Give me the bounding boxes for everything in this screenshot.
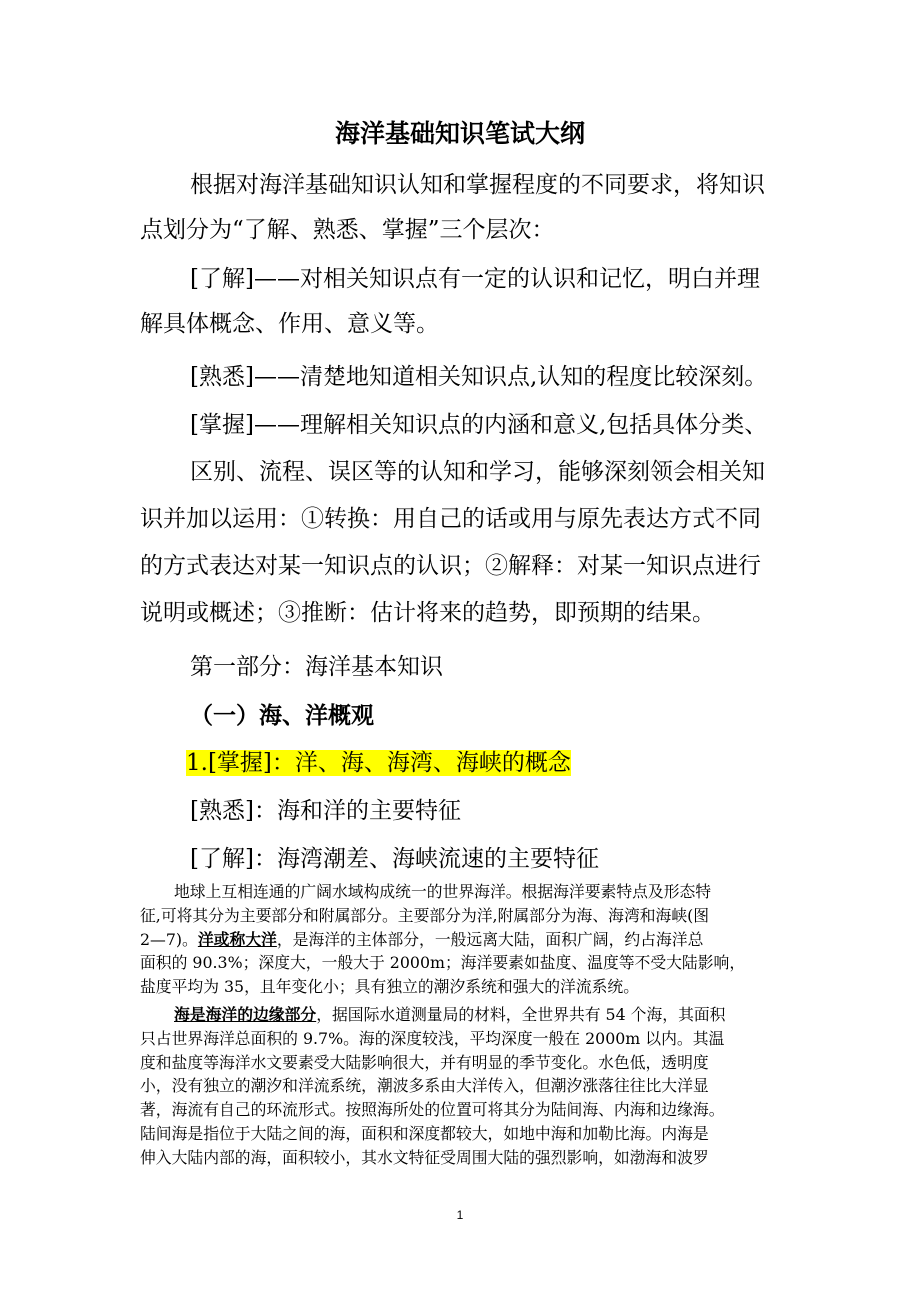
body-p1-line-2: 征,可将其分为主要部分和附属部分。主要部分为洋,附属部分为海、海湾和海峡(图 bbox=[140, 905, 710, 925]
item-3 bbox=[190, 837, 790, 882]
item-2-text: [熟悉]：海和洋的主要特征 bbox=[190, 798, 461, 824]
level-liaojie-line-1: [了解]——对相关知识点有一定的认识和记忆，明白并理 bbox=[190, 266, 760, 292]
level-zhangwo-line-5: 说明或概述；③推断：估计将来的趋势，即预期的结果。 bbox=[140, 600, 715, 626]
item-1 bbox=[186, 741, 806, 786]
page-number: 1 bbox=[456, 1208, 464, 1222]
section-heading: （一）海、洋概观 bbox=[190, 703, 374, 729]
body-paragraph-ocean bbox=[140, 880, 808, 999]
document-title: 海洋基础知识笔试大纲 bbox=[334, 119, 585, 148]
level-liaojie-paragraph bbox=[140, 257, 808, 347]
body-p2-line-7: 伸入大陆内部的海，面积较小，其水文特征受周围大陆的强烈影响，如渤海和波罗 bbox=[140, 1147, 709, 1167]
sea-term: 海是海洋的边缘部分 bbox=[174, 1005, 317, 1024]
level-zhangwo-line-3: 识并加以运用：①转换：用自己的话或用与原先表达方式不同 bbox=[140, 506, 761, 532]
body-p1-line-3-post: ，是海洋的主体部分，一般远离大陆，面积广阔，约占海洋总 bbox=[276, 929, 704, 949]
intro-line-1: 根据对海洋基础知识认知和掌握程度的不同要求，将知识 bbox=[190, 172, 765, 198]
body-p2-line-2: 只占世界海洋总面积的 9.7%。海的深度较浅，平均深度一般在 2000m 以内。其温 bbox=[140, 1028, 725, 1048]
body-paragraph-sea bbox=[140, 1003, 808, 1170]
body-p1-line-5: 盐度平均为 35，且年变化小；具有独立的潮汐系统和强大的洋流系统。 bbox=[140, 977, 640, 997]
level-shuxi-paragraph bbox=[140, 355, 808, 400]
intro-paragraph bbox=[140, 163, 808, 253]
body-p2-line-4: 小，没有独立的潮汐和洋流系统，潮波多系由大洋传入，但潮汐涨落往往比大洋显 bbox=[140, 1076, 709, 1096]
body-p2-line-1-post: ，据国际水道测量局的材料，全世界共有 54 个海，其面积 bbox=[316, 1005, 726, 1024]
level-zhangwo-line-1: [掌握]——理解相关知识点的内涵和意义,包括具体分类、 bbox=[190, 412, 768, 438]
body-p1-line-1: 地球上互相连通的广阔水域构成统一的世界海洋。根据海洋要素特点及形态特 bbox=[174, 882, 712, 901]
item-2 bbox=[190, 789, 790, 834]
level-zhangwo-line-4: 的方式表达对某一知识点的认识；②解释：对某一知识点进行 bbox=[140, 553, 761, 579]
body-p2-line-3: 度和盐度等海洋水文要素受大陆影响很大，并有明显的季节变化。水色低，透明度 bbox=[140, 1052, 709, 1072]
part-heading-text: 第一部分：海洋基本知识 bbox=[190, 654, 443, 680]
body-p1-line-3-pre: 2—7)。 bbox=[140, 929, 198, 949]
level-zhangwo-line-2: 区别、流程、误区等的认知和学习，能够深刻领会相关知 bbox=[190, 459, 765, 485]
level-zhangwo-paragraph bbox=[140, 403, 808, 636]
body-p1-line-4: 面积的 90.3%；深度大，一般大于 2000m；海洋要素如盐度、温度等不受大陆影响， bbox=[140, 953, 746, 973]
item-1-highlight: 1.[掌握]：洋、海、海湾、海峡的概念 bbox=[186, 750, 571, 776]
level-shuxi-line: [熟悉]——清楚地知道相关知识点,认知的程度比较深刻。 bbox=[190, 364, 768, 390]
body-p2-line-1 bbox=[140, 1003, 808, 1027]
body-p2-line-5: 著，海流有自己的环流形式。按照海所处的位置可将其分为陆间海、内海和边缘海。 bbox=[140, 1100, 725, 1120]
ocean-term: 洋或称大洋 bbox=[197, 929, 277, 949]
body-p1-line-3 bbox=[140, 928, 808, 952]
body-p2-line-6: 陆间海是指位于大陆之间的海，面积和深度都较大，如地中海和加勒比海。内海是 bbox=[140, 1123, 709, 1143]
intro-line-2: 点划分为“了解、熟悉、掌握”三个层次： bbox=[140, 217, 555, 243]
item-3-text: [了解]：海湾潮差、海峡流速的主要特征 bbox=[190, 846, 599, 872]
part-heading bbox=[190, 645, 790, 690]
level-liaojie-line-2: 解具体概念、作用、意义等。 bbox=[140, 311, 439, 337]
